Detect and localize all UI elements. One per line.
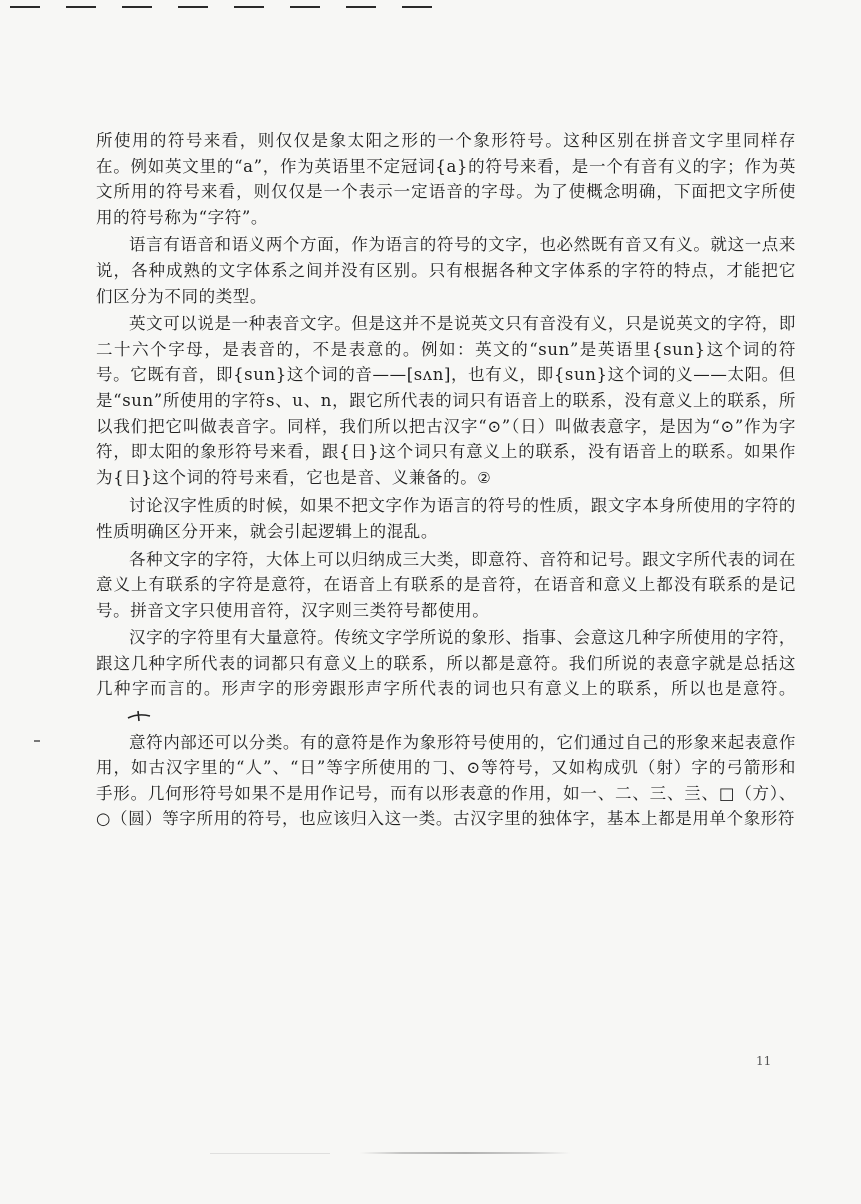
scan-artifact-left bbox=[210, 1153, 330, 1154]
page-number: 11 bbox=[756, 1054, 772, 1068]
margin-mark bbox=[34, 740, 40, 742]
paragraph-7: 意符内部还可以分类。有的意符是作为象形符号使用的，它们通过自己的形象来起表意作用，如古汉字里的“人”、“日”等字所使用的𠃌、⊙等符号，又如构成𢎪（射）字的弓箭形和手形。几何形符号如果不是用作记号，而有以形表意的作用，如一、二、三、亖、□（方）、○（圆）等字所用的符号，也应该归入这一类。古汉字里的独体字，基本上都是用单个象形符 bbox=[96, 732, 796, 829]
top-scan-rules bbox=[10, 6, 430, 10]
paragraph-2: 语言有语音和语义两个方面，作为语言的符号的文字，也必然既有音又有义。就这一点来说，各种成熟的文字体系之间并没有区别。只有根据各种文字体系的字符的特点，才能把它们区分为不同的类型。 bbox=[96, 235, 796, 306]
body-text bbox=[96, 128, 796, 834]
paragraph-5: 各种文字的字符，大体上可以归纳成三大类，即意符、音符和记号。跟文字所代表的词在意义上有联系的字符是意符，在语音上有联系的是音符，在语音和意义上都没有联系的是记号。拼音文字只使用音符，汉字则三类符号都使用。 bbox=[96, 549, 796, 620]
paragraph-3 bbox=[96, 311, 796, 491]
scan-artifact-bottom bbox=[360, 1152, 570, 1154]
handwritten-mark-icon bbox=[126, 709, 152, 723]
paragraph-1: 所使用的符号来看，则仅仅是象太阳之形的一个象形符号。这种区别在拼音文字里同样存在。例如英文里的“a”，作为英语里不定冠词{a}的符号来看，是一个有音有义的字；作为英文所用的符号来看，则仅仅是一个表示一定语音的字母。为了使概念明确，下面把文字所使用的符号称为“字符”。 bbox=[96, 131, 796, 227]
paragraph-6 bbox=[96, 625, 796, 727]
paragraph-6-text: 汉字的字符里有大量意符。传统文字学所说的象形、指事、会意这几种字所使用的字符，跟这几种字所代表的词都只有意义上的联系，所以都是意符。我们所说的表意字就是总括这几种字而言的。形声字的形旁跟形声字所代表的词也只有意义上的联系，所以也是意符。 bbox=[96, 628, 796, 699]
paragraph-4: 讨论汉字性质的时候，如果不把文字作为语言的符号的性质，跟文字本身所使用的字符的性质明确区分开来，就会引起逻辑上的混乱。 bbox=[96, 496, 796, 541]
paragraph-3-text: 英文可以说是一种表音文字。但是这并不是说英文只有音没有义，只是说英文的字符，即二十六个字母，是表音的，不是表意的。例如：英文的“sun”是英语里{sun}这个词的符号。它既有音，即{sun}这个词的音——[sʌn]，也有义，即{sun}这个词的义——太阳。但是“sun”所使用的字符s、u、n，跟它所代表的词只有语音上的联系，没有意义上的联系，所以我们把它叫做表音字。同样，我们所以把古汉字“⊙”（日）叫做表意字，是因为“⊙”作为字符，即太阳的象形符号来看，跟{日}这个词只有意义上的联系，没有语音上的联系。如果作为{日}这个词的符号来看，它也是音、义兼备的。 bbox=[96, 314, 796, 487]
footnote-marker: ② bbox=[477, 468, 492, 487]
